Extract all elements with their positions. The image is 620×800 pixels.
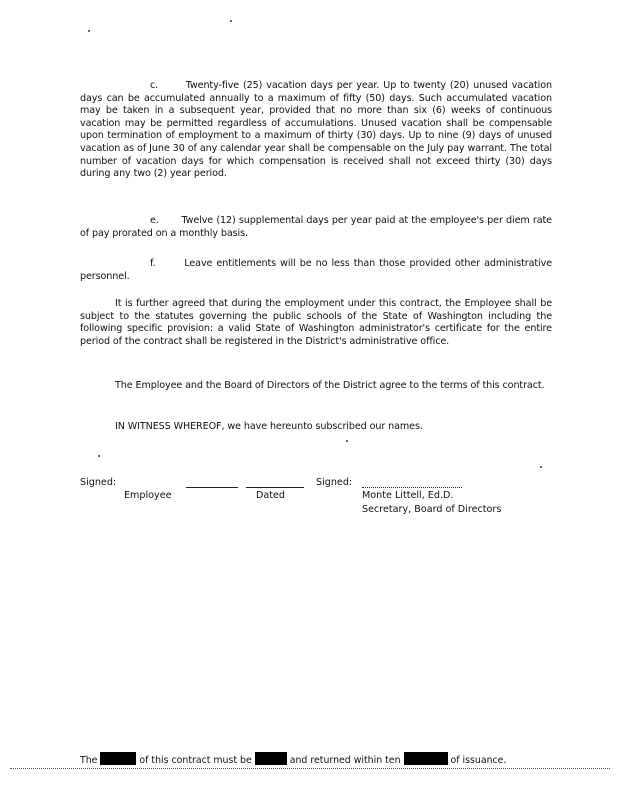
- scan-speck: [540, 466, 542, 468]
- witness-paragraph: IN WITNESS WHEREOF, we have hereunto subscribed our names.: [115, 421, 423, 432]
- footer-text-4: of issuance.: [450, 755, 507, 766]
- scan-speck: [346, 440, 348, 442]
- redaction-box: [255, 752, 287, 765]
- footer-notice: [80, 752, 560, 767]
- scan-speck: [88, 30, 90, 32]
- agreement-paragraph: It is further agreed that during the employment under this contract, the Employee shall be subject to the statutes governing the public schools of the State of Washington including the following specific provision: a valid State of Washington administrator's certificate for the entire period of the contract shall be registered in the District's administrative office.: [80, 298, 552, 347]
- redaction-box: [100, 752, 136, 765]
- scan-speck: [230, 20, 232, 22]
- secretary-signature-line: [362, 487, 462, 488]
- footer-dotted-rule: [10, 768, 610, 769]
- footer-text-3: and returned within ten: [289, 755, 401, 766]
- footer-text-1: The: [80, 755, 98, 766]
- redaction-box: [404, 752, 448, 765]
- employee-signature-line: [186, 487, 238, 488]
- signed-label-left: Signed:: [80, 477, 117, 488]
- signer-name: Monte Littell, Ed.D.: [362, 490, 454, 501]
- signed-label-right: Signed:: [316, 477, 353, 488]
- clause-e-supplemental-days: e. Twelve (12) supplemental days per year paid at the employee's per diem rate of pay prorated on a monthly basis.: [80, 215, 552, 239]
- signer-title: Secretary, Board of Directors: [362, 504, 502, 515]
- dated-label: Dated: [256, 490, 286, 501]
- footer-text-2: of this contract must be: [139, 755, 252, 766]
- employee-label: Employee: [124, 490, 172, 501]
- terms-paragraph: The Employee and the Board of Directors of the District agree to the terms of this contract.: [115, 380, 545, 391]
- clause-c-vacation: c. Twenty-five (25) vacation days per year. Up to twenty (20) unused vacation days can be accumulated annually to a maximum of fifty (50) days. Such accumulated vacation may be taken in a subsequent year, provided that no more than six (6) weeks of continuous vacation may be permitted regardless of accumulations. Unused vacation shall be compensable upon termination of employment to a maximum of thirty (30) days. Up to nine (9) days of unused vacation as of June 30 of any calendar year shall be compensable on the July pay warrant. The total number of vacation days for which compensation is received shall not exceed thirty (30) days during any two (2) year period.: [80, 80, 552, 180]
- clause-f-leave-entitlements: f. Leave entitlements will be no less than those provided other administrative personnel.: [80, 258, 552, 282]
- date-line: [246, 487, 304, 488]
- scan-speck: [98, 455, 100, 457]
